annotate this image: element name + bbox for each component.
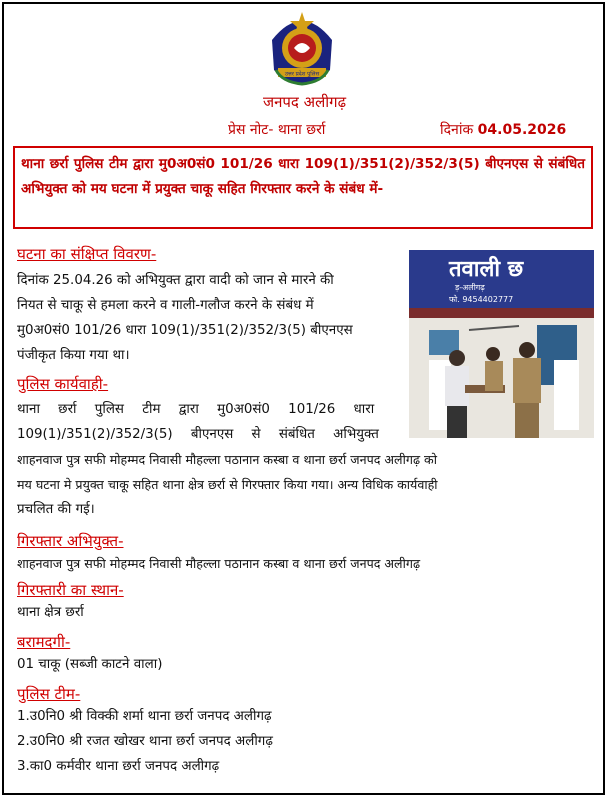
team-member: 1.उ0नि0 श्री विक्की शर्मा थाना छर्रा जनपद अलीगढ़: [17, 709, 272, 724]
accused-section: [17, 531, 597, 576]
incident-line: नियत से चाकू से हमला करने व गाली-गलौज करने के संबंध में: [17, 298, 314, 313]
district-name: जनपद अलीगढ़: [262, 93, 347, 111]
recovery-heading: बरामदगी-: [17, 633, 71, 651]
incident-text: [17, 268, 402, 368]
team-heading: पुलिस टीम-: [17, 685, 81, 703]
action-line: 109(1)/351(2)/352/3(5) बीएनएस से संबंधित अभियुक्त: [17, 427, 379, 442]
photo-banner-text: तवाली छ: [449, 257, 524, 282]
incident-section: [17, 244, 597, 264]
action-section: [17, 374, 597, 394]
press-note-label: प्रेस नोट- थाना छर्रा: [228, 122, 326, 138]
accused-heading: गिरफ्तार अभियुक्त-: [17, 532, 124, 550]
action-line: प्रचलित की गई।: [17, 502, 95, 517]
accused-text: शाहनवाज पुत्र सफी मोहम्मद निवासी मौहल्ला पठानान कस्बा व थाना छर्रा जनपद अलीगढ़: [17, 556, 421, 571]
action-line: मय घटना मे प्रयुक्त चाकू सहित थाना क्षेत्र छर्रा से गिरफ्तार किया गया। अन्य विधिक कार्यवाही: [17, 477, 438, 492]
incident-line: पंजीकृत किया गया था।: [17, 348, 130, 363]
up-police-emblem-icon: [262, 10, 342, 96]
action-text: [17, 397, 597, 522]
team-member: 3.का0 कर्मवीर थाना छर्रा जनपद अलीगढ़: [17, 759, 220, 774]
place-heading: गिरफ्तारी का स्थान-: [17, 581, 124, 599]
action-line: शाहनवाज पुत्र सफी मोहम्मद निवासी मौहल्ला पठानान कस्बा व थाना छर्रा जनपद अलीगढ़ को: [17, 452, 437, 467]
recovery-text: 01 चाकू (सब्जी काटने वाला): [17, 657, 163, 672]
emblem-text: उत्तर प्रदेश पुलिस: [284, 71, 320, 78]
team-section: [17, 684, 597, 779]
subject-title: थाना छर्रा पुलिस टीम द्वारा मु0अ0सं0 101/26 धारा 109(1)/351(2)/352/3(5) बीएनएस से संबंधित अभियुक्त को मय घटना में प्रयुक्त चाकू सहित गिरफ्तार करने के संबंध में-: [13, 146, 593, 229]
date-line: [440, 120, 566, 139]
photo-banner-phone: फो. 9454402777: [449, 295, 514, 304]
date-label: दिनांक: [440, 122, 474, 138]
team-member: 2.उ0नि0 श्री रजत खोखर थाना छर्रा जनपद अलीगढ़: [17, 734, 273, 749]
recovery-section: [17, 632, 597, 677]
date-value: 04.05.2026: [477, 122, 567, 138]
incident-line: मु0अ0सं0 101/26 धारा 109(1)/351(2)/352/3(5) बीएनएस: [17, 323, 353, 338]
action-line: थाना छर्रा पुलिस टीम द्वारा मु0अ0सं0 101/26 धारा: [17, 402, 375, 417]
incident-heading: घटना का संक्षिप्त विवरण-: [17, 245, 157, 263]
action-heading: पुलिस कार्यवाही-: [17, 375, 109, 393]
place-text: थाना क्षेत्र छर्रा: [17, 605, 84, 620]
photo-banner-sub: ड़-अलीगढ़: [455, 283, 485, 292]
place-section: [17, 580, 597, 625]
incident-line: दिनांक 25.04.26 को अभियुक्त द्वारा वादी को जान से मारने की: [17, 273, 334, 288]
